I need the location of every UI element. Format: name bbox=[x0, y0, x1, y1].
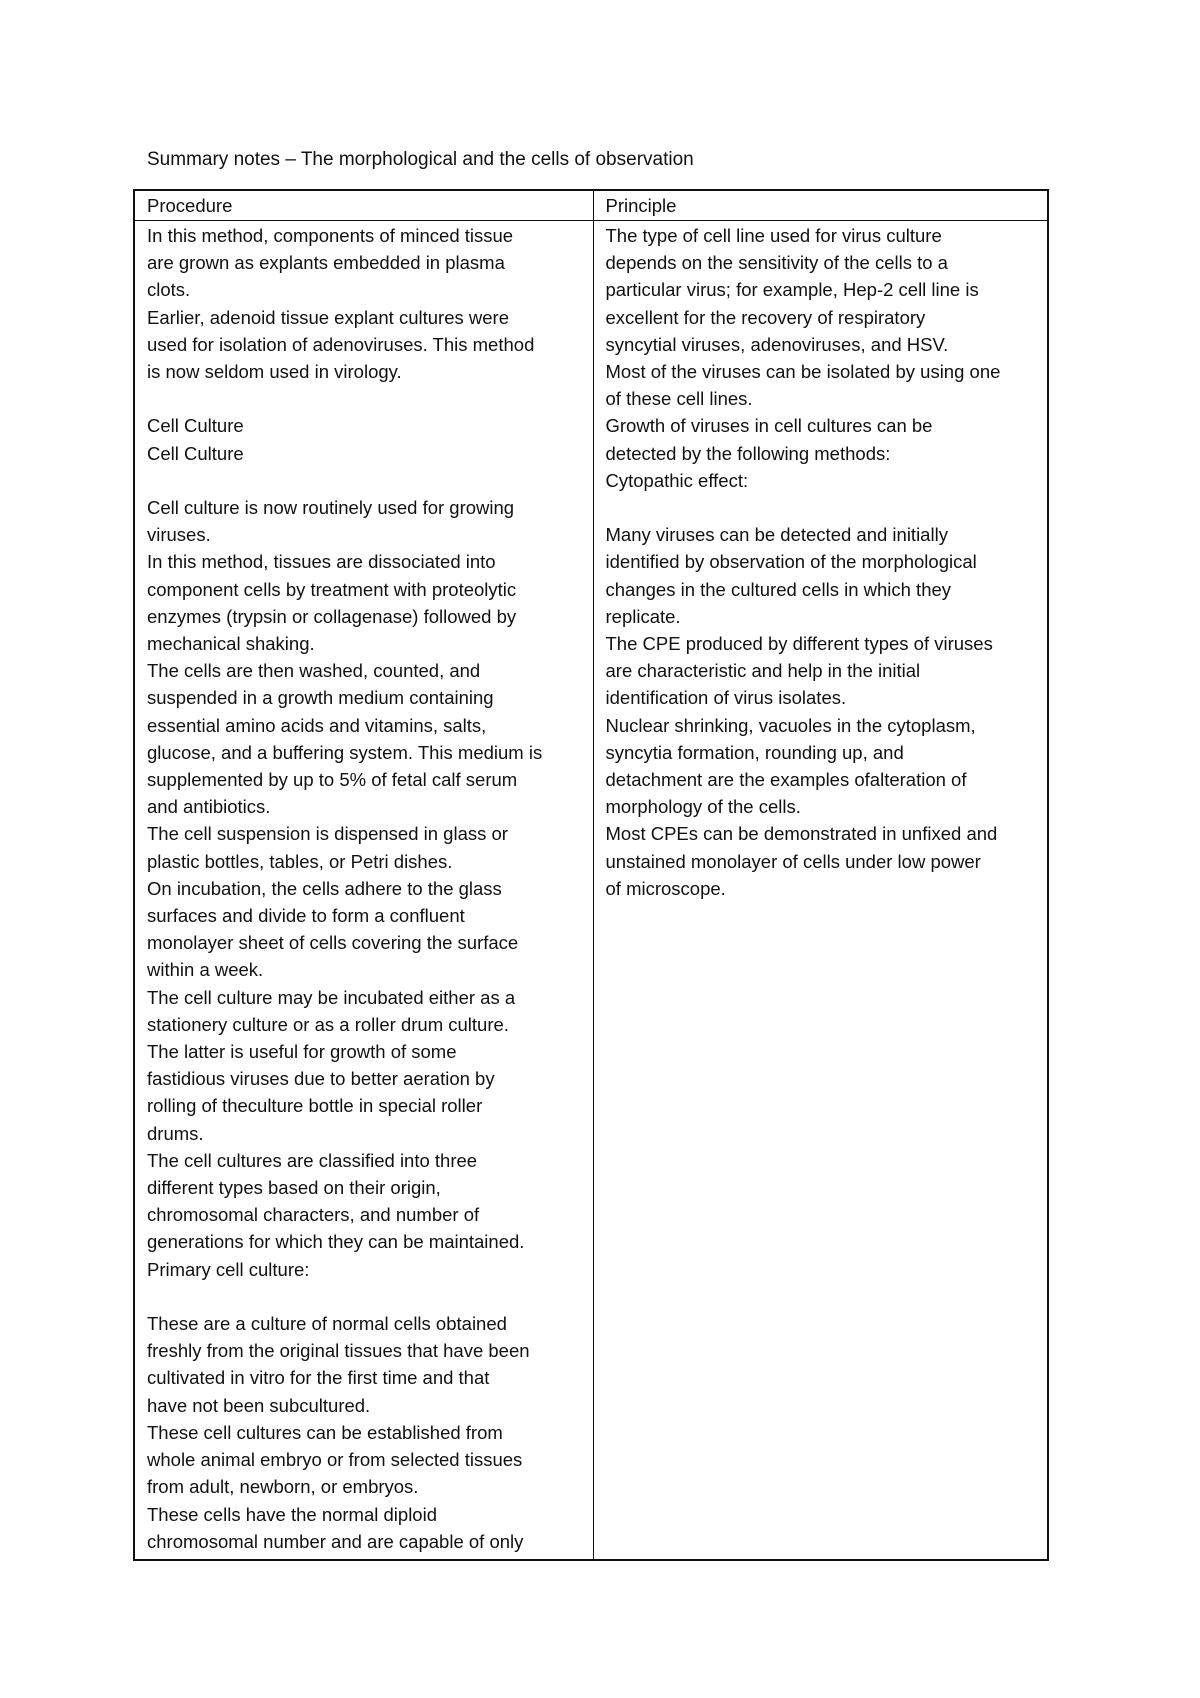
text-line: stationery culture or as a roller drum culture. bbox=[147, 1013, 509, 1035]
text-line: used for isolation of adenoviruses. This method bbox=[147, 333, 535, 355]
text-line: Cytopathic effect: bbox=[605, 469, 749, 491]
text-line: The cell cultures are classified into three bbox=[147, 1149, 478, 1171]
text-line: clots. bbox=[147, 279, 191, 301]
text-line: Most of the viruses can be isolated by using one bbox=[605, 361, 1001, 383]
text-line: fastidious viruses due to better aeration by bbox=[147, 1068, 495, 1090]
text-line: Growth of viruses in cell cultures can be bbox=[605, 415, 933, 437]
text-line: different types based on their origin, bbox=[147, 1177, 441, 1199]
text-line: unstained monolayer of cells under low power bbox=[605, 850, 981, 872]
text-line: detected by the following methods: bbox=[605, 442, 891, 464]
text-line bbox=[606, 494, 1048, 521]
table-header-row bbox=[134, 190, 1048, 221]
text-line: The cell culture may be incubated either as a bbox=[147, 986, 516, 1008]
text-line: from adult, newborn, or embryos. bbox=[147, 1476, 419, 1498]
text-line: whole animal embryo or from selected tissues bbox=[147, 1449, 523, 1471]
procedure-cell bbox=[134, 221, 593, 1561]
text-line: essential amino acids and vitamins, salts, bbox=[147, 714, 487, 736]
text-line: plastic bottles, tables, or Petri dishes. bbox=[147, 850, 453, 872]
text-line: syncytial viruses, adenoviruses, and HSV. bbox=[605, 333, 949, 355]
text-line: particular virus; for example, Hep-2 cell line is bbox=[605, 279, 979, 301]
text-line: chromosomal characters, and number of bbox=[147, 1204, 480, 1226]
text-line: are characteristic and help in the initial bbox=[605, 660, 921, 682]
text-line: of microscope. bbox=[605, 877, 726, 899]
principle-cell bbox=[593, 221, 1048, 1561]
text-line: supplemented by up to 5% of fetal calf serum bbox=[147, 769, 518, 791]
text-line: viruses. bbox=[147, 524, 211, 546]
header-procedure: Procedure bbox=[134, 190, 593, 221]
text-line: chromosomal number and are capable of only bbox=[147, 1530, 524, 1552]
text-line: Nuclear shrinking, vacuoles in the cytoplasm, bbox=[605, 714, 976, 736]
text-line: Cell culture is now routinely used for growing bbox=[147, 497, 515, 518]
text-line: identification of virus isolates. bbox=[605, 687, 847, 709]
text-line: within a week. bbox=[147, 959, 264, 981]
text-line: Earlier, adenoid tissue explant cultures were bbox=[147, 306, 509, 328]
text-line: These are a culture of normal cells obtained bbox=[147, 1313, 507, 1335]
text-line: identified by observation of the morphological bbox=[605, 551, 977, 573]
text-line: is now seldom used in virology. bbox=[147, 361, 402, 383]
text-line: morphology of the cells. bbox=[605, 796, 801, 818]
text-line: Cell Culture bbox=[147, 442, 244, 464]
text-line: These cell cultures can be established from bbox=[147, 1421, 503, 1443]
text-line: monolayer sheet of cells covering the surface bbox=[147, 932, 519, 954]
text-line: enzymes (trypsin or collagenase) followed by bbox=[147, 605, 517, 627]
text-line bbox=[147, 1283, 593, 1310]
text-line bbox=[147, 467, 593, 494]
text-line: The cell suspension is dispensed in glass or bbox=[147, 823, 508, 845]
text-line: In this method, components of minced tissue bbox=[147, 225, 514, 246]
text-line bbox=[147, 385, 593, 412]
text-line: In this method, tissues are dissociated into bbox=[147, 551, 496, 573]
procedure-text bbox=[147, 221, 593, 1555]
header-principle: Principle bbox=[593, 190, 1048, 221]
principle-text bbox=[606, 221, 1048, 902]
text-line: On incubation, the cells adhere to the glass bbox=[147, 877, 502, 899]
text-line: The cells are then washed, counted, and bbox=[147, 660, 481, 682]
text-line: are grown as explants embedded in plasma bbox=[147, 252, 505, 274]
text-line: mechanical shaking. bbox=[147, 633, 315, 655]
text-line: cultivated in vitro for the first time and that bbox=[147, 1367, 490, 1389]
table-row bbox=[134, 221, 1048, 1561]
summary-table bbox=[133, 189, 1049, 1561]
text-line: Primary cell culture: bbox=[147, 1258, 310, 1280]
text-line: excellent for the recovery of respiratory bbox=[605, 306, 926, 328]
text-line: depends on the sensitivity of the cells to a bbox=[605, 252, 948, 274]
text-line: Most CPEs can be demonstrated in unfixed and bbox=[605, 823, 998, 845]
text-line: surfaces and divide to form a confluent bbox=[147, 905, 465, 927]
text-line: drums. bbox=[147, 1122, 204, 1144]
text-line: and antibiotics. bbox=[147, 796, 271, 818]
text-line: generations for which they can be maintained. bbox=[147, 1231, 525, 1253]
text-line: Cell Culture bbox=[147, 415, 244, 437]
page-title: Summary notes – The morphological and the cells of observation bbox=[147, 149, 694, 170]
text-line: have not been subcultured. bbox=[147, 1394, 371, 1416]
text-line: rolling of theculture bottle in special roller bbox=[147, 1095, 483, 1117]
text-line: The type of cell line used for virus culture bbox=[605, 225, 942, 246]
text-line: freshly from the original tissues that have been bbox=[147, 1340, 530, 1362]
text-line: glucose, and a buffering system. This medium is bbox=[147, 741, 543, 763]
text-line: Many viruses can be detected and initially bbox=[605, 524, 948, 546]
text-line: detachment are the examples ofalteration of bbox=[605, 769, 967, 791]
text-line: component cells by treatment with proteolytic bbox=[147, 578, 517, 600]
text-line: syncytia formation, rounding up, and bbox=[605, 741, 904, 763]
text-line: of these cell lines. bbox=[605, 388, 753, 410]
text-line: changes in the cultured cells in which they bbox=[605, 578, 952, 600]
text-line: The CPE produced by different types of viruses bbox=[605, 633, 993, 655]
text-line: The latter is useful for growth of some bbox=[147, 1041, 457, 1063]
text-line: These cells have the normal diploid bbox=[147, 1503, 437, 1525]
text-line: suspended in a growth medium containing bbox=[147, 687, 494, 709]
text-line: replicate. bbox=[605, 605, 681, 627]
